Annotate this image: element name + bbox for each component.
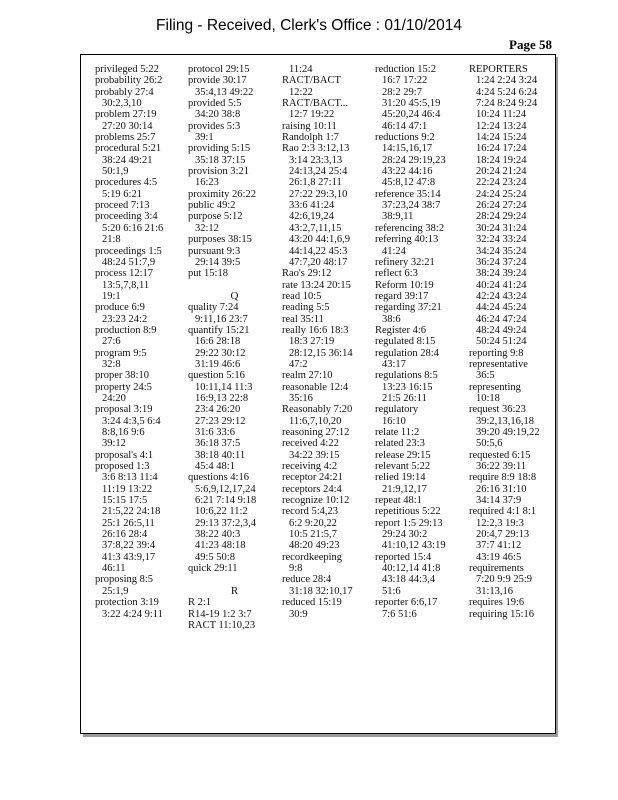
index-entry: R 2:1 [188, 597, 212, 609]
index-continuation: 11:24 [289, 64, 313, 75]
index-continuation: 29:14 39:5 [195, 256, 241, 268]
index-entry: provide 30:17 [188, 75, 247, 87]
index-entry: R14-19 1:2 3:7 [188, 608, 252, 620]
index-continuation: 43:19 46:5 [476, 551, 522, 563]
index-column-1 [95, 64, 188, 620]
index-continuation: 50:1,9 [102, 166, 129, 178]
index-continuation: 10:11,14 11:3 [195, 381, 253, 393]
index-continuation: 35:18 37:15 [195, 154, 246, 166]
index-column-5 [469, 64, 562, 620]
index-entry: relevant 5:22 [375, 461, 431, 473]
index-entry: Rao's 29:12 [282, 268, 332, 280]
index-entry: requirements [469, 563, 524, 575]
index-continuation: 25:1 26:5,11 [102, 517, 155, 529]
index-entry: requires 19:6 [469, 597, 525, 609]
index-continuation: 43:20 44:1,6,9 [289, 234, 350, 246]
index-continuation: 31:13,16 [476, 585, 514, 597]
index-continuation: 39:12 [102, 438, 126, 450]
index-entry: RACT/BACT... [282, 98, 349, 110]
index-continuation: 44:24 45:24 [476, 302, 527, 314]
index-continuation: 39:1 [195, 132, 214, 144]
index-entry: require 8:9 18:8 [469, 472, 537, 484]
index-entry: RACT/BACT [282, 75, 341, 87]
index-entry: received 4:22 [282, 438, 339, 450]
index-continuation: 29:24 30:2 [382, 529, 428, 541]
index-entry: Register 4:6 [375, 324, 427, 336]
index-continuation: 8:8,16 9:6 [102, 427, 145, 438]
index-entry: provision 3:21 [188, 166, 249, 178]
index-entry: provides 5:3 [188, 120, 241, 132]
index-continuation: 34:20 38:8 [195, 109, 241, 121]
index-continuation: 37:8,22 39:4 [102, 540, 156, 552]
index-continuation: 45:8,12 47:8 [382, 177, 436, 189]
index-continuation: 7:24 8:24 9:24 [476, 98, 538, 110]
index-entry: required 4:1 8:1 [469, 506, 537, 518]
index-continuation: 27:22 29:3,10 [289, 188, 348, 200]
index-continuation: 42:6,19,24 [289, 211, 334, 223]
page-number: Page 58 [509, 37, 552, 52]
index-continuation: 38:24 49:21 [102, 154, 153, 166]
index-entry: property 24:5 [95, 381, 152, 393]
index-continuation: 50:5,6 [476, 438, 503, 450]
index-entry: rate 13:24 20:15 [282, 279, 351, 291]
index-entry: Rao 2:3 3:12,13 [282, 143, 350, 155]
index-continuation: 28:12,15 36:14 [289, 347, 353, 359]
index-continuation: 34:22 39:15 [289, 449, 340, 461]
index-continuation: 3:14 23:3,13 [289, 154, 343, 166]
index-entry: reasoning 27:12 [282, 427, 350, 438]
index-continuation: 26:16 28:4 [102, 529, 148, 541]
index-entry: proposed 1:3 [95, 461, 150, 473]
index-continuation: 49:5 50:8 [195, 551, 235, 563]
index-continuation: 28:24 29:24 [476, 211, 527, 223]
index-continuation: 22:24 23:24 [476, 177, 527, 189]
index-continuation: 45:20,24 46:4 [382, 109, 441, 121]
index-continuation: 26:24 27:24 [476, 200, 527, 212]
index-continuation: 31:18 32:10,17 [289, 585, 353, 597]
index-entry: raising 10:11 [282, 120, 337, 132]
index-entry: reported 15:4 [375, 551, 432, 563]
index-entry: reflect 6:3 [375, 268, 418, 280]
index-continuation: 30:9 [289, 608, 308, 620]
index-continuation: 4:24 5:24 6:24 [476, 86, 538, 98]
index-entry: public 49:2 [188, 200, 236, 212]
index-entry: providing 5:15 [188, 143, 251, 155]
index-continuation: 43:18 44:3,4 [382, 574, 436, 586]
index-entry: Randolph 1:7 [282, 132, 339, 144]
index-entry: Reasonably 7:20 [282, 404, 353, 416]
index-continuation: 31:19 46:6 [195, 358, 241, 370]
index-entry: reporting 9:8 [469, 347, 524, 359]
index-entry: proposing 8:5 [95, 574, 154, 586]
index-continuation: 16:24 17:24 [476, 143, 527, 155]
index-continuation: 30:24 31:24 [476, 222, 527, 234]
index-column-2 [188, 64, 281, 631]
index-continuation: 38:9,11 [382, 211, 414, 223]
index-entry: receptors 24:4 [282, 483, 342, 495]
index-entry: recordkeeping [282, 551, 343, 563]
index-entry: proceed 7:13 [95, 200, 150, 212]
index-entry: real 35:11 [282, 313, 324, 325]
index-continuation: 34:24 35:24 [476, 245, 527, 257]
index-continuation: 6:21 7:14 9:18 [195, 495, 257, 507]
index-entry: put 15:18 [188, 268, 228, 280]
index-entry: refinery 32:21 [375, 256, 435, 268]
index-continuation: 10:24 11:24 [476, 109, 527, 121]
index-continuation: 29:13 37:2,3,4 [195, 517, 256, 529]
index-continuation: 45:4 48:1 [195, 461, 235, 473]
index-entry: proximity 26:22 [188, 188, 256, 200]
index-entry: quality 7:24 [188, 302, 239, 314]
filing-stamp-header: Filing - Received, Clerk's Office : 01/10/2014 [156, 17, 462, 34]
index-continuation: 16:6 28:18 [195, 336, 241, 348]
index-entry: proceedings 1:5 [95, 245, 162, 257]
index-column-4 [375, 64, 468, 620]
index-entry: reading 5:5 [282, 302, 330, 314]
index-continuation: 46:24 47:24 [476, 313, 527, 325]
index-entry: procedures 4:5 [95, 177, 158, 189]
index-continuation: 42:24 43:24 [476, 290, 527, 302]
index-continuation: 39:20 49:19,22 [476, 427, 540, 438]
index-continuation: 3:6 8:13 11:4 [102, 472, 158, 484]
index-entry: REPORTERS [469, 64, 528, 75]
index-continuation: 20:4,7 29:13 [476, 529, 530, 541]
index-continuation: 16:10 [382, 415, 406, 427]
index-continuation: 46:14 47:1 [382, 120, 428, 132]
index-continuation: 30:2,3,10 [102, 98, 142, 110]
index-continuation: 51:6 [382, 585, 401, 597]
index-continuation: 6:2 9:20,22 [289, 517, 337, 529]
index-continuation: 11:6,7,10,20 [289, 415, 342, 427]
index-entry: representative [469, 358, 528, 370]
index-continuation: 21:9,12,17 [382, 483, 427, 495]
index-continuation: 21:5 26:11 [382, 392, 427, 404]
index-continuation: 28:24 29:19,23 [382, 154, 446, 166]
index-entry: record 5:4,23 [282, 506, 338, 518]
index-continuation: 28:2 29:7 [382, 86, 422, 98]
index-continuation: 37:23,24 38:7 [382, 200, 441, 212]
index-continuation: 23:4 26:20 [195, 404, 241, 416]
index-entry: regulations 8:5 [375, 370, 438, 382]
index-entry: provided 5:5 [188, 98, 242, 110]
index-continuation: 21:5,22 24:18 [102, 506, 161, 518]
index-continuation: 40:24 41:24 [476, 279, 527, 291]
index-continuation: 16:7 17:22 [382, 75, 428, 87]
index-entry: recognize 10:12 [282, 495, 350, 507]
index-continuation: 20:24 21:24 [476, 166, 527, 178]
index-continuation: 26:1,8 27:11 [289, 177, 342, 189]
index-entry: probably 27:4 [95, 86, 154, 98]
index-entry: reduced 15:19 [282, 597, 342, 609]
index-continuation: 24:24 25:24 [476, 188, 527, 200]
index-continuation: 12:22 [289, 86, 313, 98]
index-continuation: 43:22 44:16 [382, 166, 433, 178]
index-continuation: 1:24 2:24 3:24 [476, 75, 538, 87]
index-continuation: 26:16 31:10 [476, 483, 527, 495]
index-continuation: 43:2,7,11,15 [289, 222, 342, 234]
index-entry: repeat 48:1 [375, 495, 422, 507]
index-entry: reductions 9:2 [375, 132, 435, 144]
index-continuation: 38:6 [382, 313, 401, 325]
index-entry: protocol 29:15 [188, 64, 250, 75]
index-continuation: 37:7 41:12 [476, 540, 522, 552]
index-entry: reduce 28:4 [282, 574, 332, 586]
index-continuation: 48:24 51:7,9 [102, 256, 156, 268]
index-continuation: 48:20 49:23 [289, 540, 340, 552]
index-continuation: 36:24 37:24 [476, 256, 527, 268]
index-entry: report 1:5 29:13 [375, 517, 443, 529]
index-entry: proceeding 3:4 [95, 211, 158, 223]
index-entry: regard 39:17 [375, 290, 429, 302]
index-continuation: 12:7 19:22 [289, 109, 335, 121]
index-entry: protection 3:19 [95, 597, 159, 609]
index-continuation: 10:5 21:5,7 [289, 529, 337, 541]
index-entry: regulated 8:15 [375, 336, 436, 348]
index-entry: pursuant 9:3 [188, 245, 241, 257]
index-entry: purpose 5:12 [188, 211, 243, 223]
index-entry: relied 19:14 [375, 472, 426, 484]
index-continuation: 48:24 49:24 [476, 324, 527, 336]
index-continuation: 9:11,16 23:7 [195, 313, 248, 325]
index-continuation: 16:23 [195, 177, 219, 189]
index-continuation: 41:10,12 43:19 [382, 540, 446, 552]
index-entry: proposal 3:19 [95, 404, 153, 416]
index-continuation: 43:17 [382, 358, 406, 370]
section-letter: R [230, 584, 239, 597]
index-continuation: 29:22 30:12 [195, 347, 246, 359]
index-entry: referencing 38:2 [375, 222, 445, 234]
index-entry: procedural 5:21 [95, 143, 162, 155]
index-continuation: 47:2 [289, 358, 308, 370]
index-continuation: 7:20 9:9 25:9 [476, 574, 533, 586]
index-entry: relate 11:2 [375, 427, 420, 438]
index-continuation: 38:24 39:24 [476, 268, 527, 280]
index-continuation: 11:19 13:22 [102, 483, 153, 495]
index-entry: process 12:17 [95, 268, 154, 280]
index-entry: reporter 6:6,17 [375, 597, 438, 609]
index-continuation: 25:1,9 [102, 585, 129, 597]
index-entry: receptor 24:21 [282, 472, 343, 484]
index-continuation: 14:15,16,17 [382, 143, 433, 155]
index-continuation: 19:1 [102, 290, 121, 302]
index-continuation: 41:3 43:9,17 [102, 551, 156, 563]
index-entry: proposal's 4:1 [95, 449, 154, 461]
index-entry: RACT 11:10,23 [188, 619, 256, 631]
index-entry: realm 27:10 [282, 370, 333, 382]
index-entry: regulation 28:4 [375, 347, 439, 359]
index-continuation: 5:20 6:16 21:6 [102, 222, 164, 234]
index-entry: questions 4:16 [188, 472, 249, 484]
index-continuation: 44:14,22 45:3 [289, 245, 348, 257]
index-continuation: 27:6 [102, 336, 121, 348]
index-entry: purposes 38:15 [188, 234, 252, 246]
index-entry: release 29:15 [375, 449, 431, 461]
index-continuation: 12:24 13:24 [476, 120, 527, 132]
index-continuation: 5:19 6:21 [102, 188, 142, 200]
index-entry: referring 40:13 [375, 234, 439, 246]
index-continuation: 18:24 19:24 [476, 154, 527, 166]
index-continuation: 38:18 40:11 [195, 449, 246, 461]
index-continuation: 36:22 39:11 [476, 461, 527, 473]
index-continuation: 41:24 [382, 245, 406, 257]
index-entry: read 10:5 [282, 290, 322, 302]
index-entry: requested 6:15 [469, 449, 531, 461]
index-continuation: 32:8 [102, 358, 121, 370]
index-continuation: 14:24 15:24 [476, 132, 527, 144]
index-entry: regarding 37:21 [375, 302, 442, 314]
index-continuation: 24:20 [102, 392, 126, 404]
index-continuation: 21:8 [102, 234, 121, 246]
index-entry: reduction 15:2 [375, 64, 436, 75]
index-continuation: 36:18 37:5 [195, 438, 241, 450]
index-entry: proper 38:10 [95, 370, 149, 382]
index-continuation: 12:2,3 19:3 [476, 517, 524, 529]
index-entry: problem 27:19 [95, 109, 157, 121]
index-continuation: 33:6 41:24 [289, 200, 335, 212]
index-continuation: 7:6 51:6 [382, 608, 417, 620]
index-continuation: 32:24 33:24 [476, 234, 527, 246]
index-continuation: 13:5,7,8,11 [102, 279, 150, 291]
index-continuation: 15:15 17:5 [102, 495, 148, 507]
index-continuation: 5:6,9,12,17,24 [195, 483, 256, 495]
index-continuation: 41:23 48:18 [195, 540, 246, 552]
index-entry: privileged 5:22 [95, 64, 159, 75]
index-continuation: 10:18 [476, 392, 500, 404]
index-entry: production 8:9 [95, 324, 157, 336]
index-entry: regulatory [375, 404, 419, 416]
index-continuation: 3:24 4:3,5 6:4 [102, 415, 161, 427]
index-continuation: 10:6,22 11:2 [195, 506, 248, 518]
index-continuation: 24:13,24 25:4 [289, 166, 348, 178]
index-continuation: 36:5 [476, 370, 495, 382]
index-continuation: 35:16 [289, 392, 313, 404]
index-entry: related 23:3 [375, 438, 425, 450]
index-entry: Reform 10:19 [375, 279, 434, 291]
index-entry: repetitious 5:22 [375, 506, 441, 518]
index-continuation: 39:2,13,16,18 [476, 415, 535, 427]
index-continuation: 50:24 51:24 [476, 336, 527, 348]
index-entry: reasonable 12:4 [282, 381, 349, 393]
index-continuation: 27:23 29:12 [195, 415, 246, 427]
index-column-3 [282, 64, 375, 620]
index-entry: reference 35:14 [375, 188, 441, 200]
index-continuation: 38:22 40:3 [195, 529, 241, 541]
index-entry: quantify 15:21 [188, 324, 250, 336]
section-letter: Q [230, 289, 239, 302]
index-continuation: 13:23 16:15 [382, 381, 433, 393]
index-entry: quick 29:11 [188, 563, 238, 575]
index-continuation: 32:12 [195, 222, 219, 234]
index-continuation: 16:9,13 22:8 [195, 392, 249, 404]
index-entry: really 16:6 18:3 [282, 324, 349, 336]
index-entry: representing [469, 381, 521, 393]
index-continuation: 47:7,20 48:17 [289, 256, 348, 268]
index-continuation: 31:6 33:6 [195, 427, 235, 438]
index-continuation: 23:23 24:2 [102, 313, 148, 325]
index-entry: question 5:16 [188, 370, 245, 382]
index-entry: receiving 4:2 [282, 461, 338, 473]
index-continuation: 35:4,13 49:22 [195, 86, 254, 98]
index-continuation: 46:11 [102, 563, 126, 575]
index-entry: requiring 15:16 [469, 608, 535, 620]
index-continuation: 27:20 30:14 [102, 120, 153, 132]
index-continuation: 18:3 27:19 [289, 336, 335, 348]
index-entry: probability 26:2 [95, 75, 163, 87]
index-continuation: 3:22 4:24 9:11 [102, 608, 163, 620]
index-entry: program 9:5 [95, 347, 147, 359]
index-continuation: 34:14 37:9 [476, 495, 522, 507]
index-entry: request 36:23 [469, 404, 526, 416]
index-entry: produce 6:9 [95, 302, 145, 314]
index-continuation: 31:20 45:5,19 [382, 98, 441, 110]
index-continuation: 9:8 [289, 563, 303, 575]
index-continuation: 40:12,14 41:8 [382, 563, 441, 575]
index-entry: problems 25:7 [95, 132, 156, 144]
